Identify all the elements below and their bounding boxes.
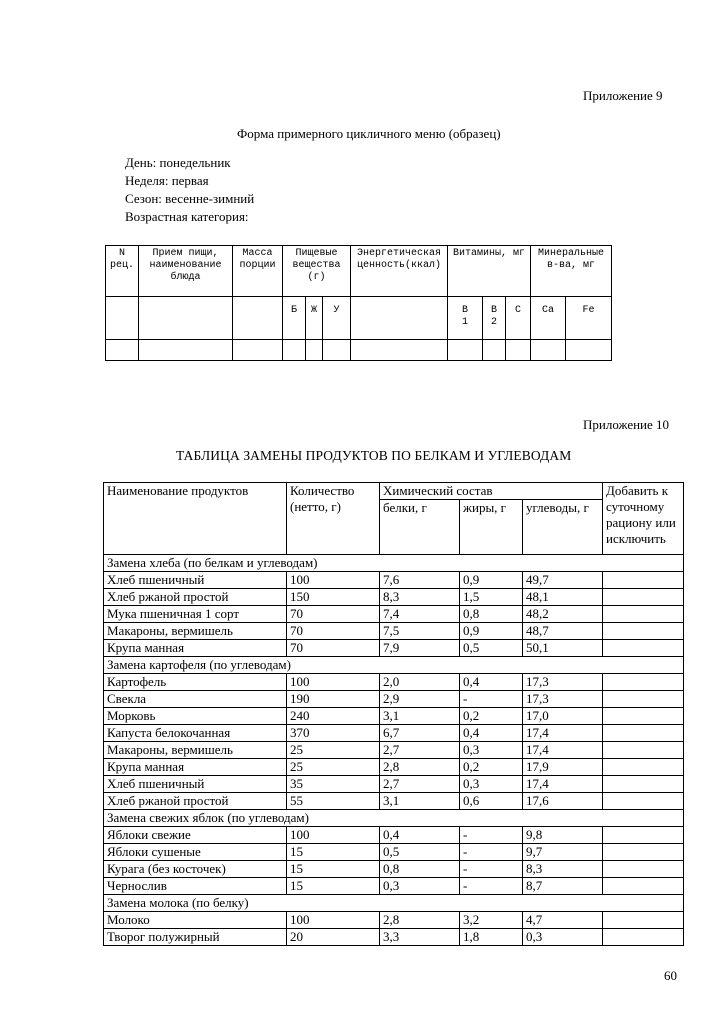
product-name-cell: Макароны, вермишель [104,742,287,759]
header-carbohydrates: углеводы, г [523,500,603,555]
fat-cell: - [460,861,523,878]
quantity-cell: 70 [287,640,380,657]
fat-cell: 0,3 [460,776,523,793]
section-title: Замена свежих яблок (по углеводам) [104,810,380,827]
quantity-cell: 100 [287,674,380,691]
info-season: Сезон: весенне-зимний [125,191,255,206]
fat-cell: 1,8 [460,929,523,946]
header-energy: Энергетическая ценность(ккал) [351,246,448,297]
section-row [104,895,684,912]
quantity-cell: 240 [287,708,380,725]
product-name-cell: Морковь [104,708,287,725]
fat-cell: 0,9 [460,623,523,640]
quantity-cell: 70 [287,606,380,623]
section-row [104,810,684,827]
header-minerals: Минеральные в-ва, мг [531,246,612,297]
header-quantity: Количество (нетто, г) [287,483,380,555]
protein-cell: 7,6 [380,572,460,589]
fat-cell: 0,3 [460,742,523,759]
carbs-cell: 17,4 [523,725,603,742]
product-name-cell: Яблоки свежие [104,827,287,844]
product-name-cell: Хлеб ржаной простой [104,589,287,606]
section-spacer [380,895,684,912]
add-exclude-cell [603,589,684,606]
carbs-cell: 48,2 [523,606,603,623]
cell-empty [506,340,531,361]
carbs-cell: 9,7 [523,844,603,861]
add-exclude-cell [603,929,684,946]
carbs-cell: 50,1 [523,640,603,657]
product-name-cell: Картофель [104,674,287,691]
table-title: ТАБЛИЦА ЗАМЕНЫ ПРОДУКТОВ ПО БЕЛКАМ И УГЛЕВОДАМ [176,448,572,463]
section-title: Замена картофеля (по углеводам) [104,657,380,674]
carbs-cell: 0,3 [523,929,603,946]
quantity-cell: 150 [287,589,380,606]
carbs-cell: 17,3 [523,691,603,708]
quantity-cell: 55 [287,793,380,810]
add-exclude-cell [603,623,684,640]
protein-cell: 2,8 [380,759,460,776]
header-meal: Прием пищи, наименование блюда [139,246,233,297]
quantity-cell: 15 [287,861,380,878]
quantity-cell: 25 [287,759,380,776]
protein-cell: 0,3 [380,878,460,895]
protein-cell: 7,9 [380,640,460,657]
quantity-cell: 15 [287,878,380,895]
add-exclude-cell [603,708,684,725]
quantity-cell: 20 [287,929,380,946]
add-exclude-cell [603,861,684,878]
info-week: Неделя: первая [125,173,209,188]
protein-cell: 0,8 [380,861,460,878]
header-fats: жиры, г [460,500,523,555]
table-row [104,861,684,878]
add-exclude-cell [603,674,684,691]
carbs-cell: 48,7 [523,623,603,640]
add-exclude-cell [603,640,684,657]
table-row [104,623,684,640]
cell-empty [106,297,139,340]
header-vitamins: Витамины, мг [448,246,531,297]
fat-cell: 0,2 [460,759,523,776]
product-name-cell: Капуста белокочанная [104,725,287,742]
quantity-cell: 70 [287,623,380,640]
table-row [104,878,684,895]
product-name-cell: Молоко [104,912,287,929]
header-mass: Масса порции [233,246,283,297]
product-name-cell: Хлеб пшеничный [104,776,287,793]
table-row [104,708,684,725]
table-row [104,929,684,946]
cell-empty [351,340,448,361]
cell-empty [448,340,483,361]
protein-cell: 6,7 [380,725,460,742]
table-row [104,589,684,606]
subheader-protein: Б [283,297,306,340]
section-title: Замена хлеба (по белкам и углеводам) [104,555,380,572]
fat-cell: 0,9 [460,572,523,589]
appendix-9-label: Приложение 9 [583,88,663,103]
table-row [104,640,684,657]
protein-cell: 2,8 [380,912,460,929]
add-exclude-cell [603,827,684,844]
fat-cell: 0,6 [460,793,523,810]
table-row [104,742,684,759]
product-name-cell: Мука пшеничная 1 сорт [104,606,287,623]
protein-cell: 0,5 [380,844,460,861]
fat-cell: - [460,878,523,895]
fat-cell: 0,5 [460,640,523,657]
subheader-fat: Ж [306,297,323,340]
carbs-cell: 8,3 [523,861,603,878]
add-exclude-cell [603,742,684,759]
add-exclude-cell [603,793,684,810]
table-row [104,793,684,810]
fat-cell: 1,5 [460,589,523,606]
product-name-cell: Макароны, вермишель [104,623,287,640]
section-row [104,555,684,572]
add-exclude-cell [603,572,684,589]
table-row [104,572,684,589]
product-name-cell: Курага (без косточек) [104,861,287,878]
add-exclude-cell [603,912,684,929]
carbs-cell: 17,9 [523,759,603,776]
quantity-cell: 190 [287,691,380,708]
carbs-cell: 17,4 [523,776,603,793]
cell-empty [233,297,283,340]
protein-cell: 3,3 [380,929,460,946]
protein-cell: 2,9 [380,691,460,708]
cell-empty [233,340,283,361]
add-exclude-cell [603,606,684,623]
quantity-cell: 15 [287,844,380,861]
table-row [104,674,684,691]
add-exclude-cell [603,844,684,861]
add-exclude-cell [603,691,684,708]
cell-empty [306,340,323,361]
fat-cell: 0,4 [460,674,523,691]
carbs-cell: 9,8 [523,827,603,844]
add-exclude-cell [603,776,684,793]
section-row [104,657,684,674]
subheader-ca: Са [531,297,566,340]
header-chemical-composition: Химический состав [380,483,603,500]
section-spacer [380,810,684,827]
product-name-cell: Хлеб ржаной простой [104,793,287,810]
fat-cell: - [460,691,523,708]
cell-empty [566,340,612,361]
protein-cell: 0,4 [380,827,460,844]
fat-cell: 0,4 [460,725,523,742]
fat-cell: 0,8 [460,606,523,623]
menu-form-table [105,245,612,361]
table-row [104,759,684,776]
cell-empty [283,340,306,361]
fat-cell: - [460,827,523,844]
subheader-c: С [506,297,531,340]
table-row [104,691,684,708]
cell-empty [106,340,139,361]
cell-empty [531,340,566,361]
product-name-cell: Творог полужирный [104,929,287,946]
quantity-cell: 25 [287,742,380,759]
table-row [104,606,684,623]
carbs-cell: 17,3 [523,674,603,691]
quantity-cell: 35 [287,776,380,793]
protein-cell: 3,1 [380,793,460,810]
protein-cell: 2,7 [380,742,460,759]
replacement-table [103,482,684,946]
product-name-cell: Крупа манная [104,640,287,657]
subheader-fe: Fe [566,297,612,340]
table-row [104,912,684,929]
product-name-cell: Яблоки сушеные [104,844,287,861]
product-name-cell: Чернослив [104,878,287,895]
carbs-cell: 17,0 [523,708,603,725]
table-row [104,827,684,844]
subheader-carbs: У [323,297,351,340]
carbs-cell: 8,7 [523,878,603,895]
cell-empty [483,340,506,361]
carbs-cell: 17,6 [523,793,603,810]
table-row [104,725,684,742]
subheader-b1: В 1 [448,297,483,340]
protein-cell: 2,7 [380,776,460,793]
product-name-cell: Крупа манная [104,759,287,776]
protein-cell: 2,0 [380,674,460,691]
carbs-cell: 49,7 [523,572,603,589]
header-add-or-exclude: Добавить к суточному рациону или исключить [603,483,684,555]
product-name-cell: Хлеб пшеничный [104,572,287,589]
cell-empty [351,297,448,340]
info-age-category: Возрастная категория: [125,209,249,224]
protein-cell: 8,3 [380,589,460,606]
quantity-cell: 100 [287,912,380,929]
header-nutrients: Пищевые вещества (г) [283,246,351,297]
fat-cell: 0,2 [460,708,523,725]
page-number: 60 [664,968,677,983]
table-row [104,776,684,793]
add-exclude-cell [603,878,684,895]
product-name-cell: Свекла [104,691,287,708]
section-spacer [380,555,684,572]
protein-cell: 3,1 [380,708,460,725]
quantity-cell: 100 [287,827,380,844]
header-product-name: Наименование продуктов [104,483,287,555]
add-exclude-cell [603,725,684,742]
protein-cell: 7,4 [380,606,460,623]
subheader-b2: В 2 [483,297,506,340]
cell-empty [323,340,351,361]
section-spacer [380,657,684,674]
form-title: Форма примерного цикличного меню (образец) [237,126,501,141]
quantity-cell: 370 [287,725,380,742]
add-exclude-cell [603,759,684,776]
quantity-cell: 100 [287,572,380,589]
fat-cell: 3,2 [460,912,523,929]
carbs-cell: 4,7 [523,912,603,929]
info-day: День: понедельник [125,155,231,170]
fat-cell: - [460,844,523,861]
table-row [104,844,684,861]
carbs-cell: 17,4 [523,742,603,759]
appendix-10-label: Приложение 10 [583,417,670,432]
carbs-cell: 48,1 [523,589,603,606]
menu-info-block [125,154,254,226]
section-title: Замена молока (по белку) [104,895,380,912]
header-recipe-number: N рец. [106,246,139,297]
cell-empty [139,297,233,340]
cell-empty [139,340,233,361]
header-proteins: белки, г [380,500,460,555]
protein-cell: 7,5 [380,623,460,640]
